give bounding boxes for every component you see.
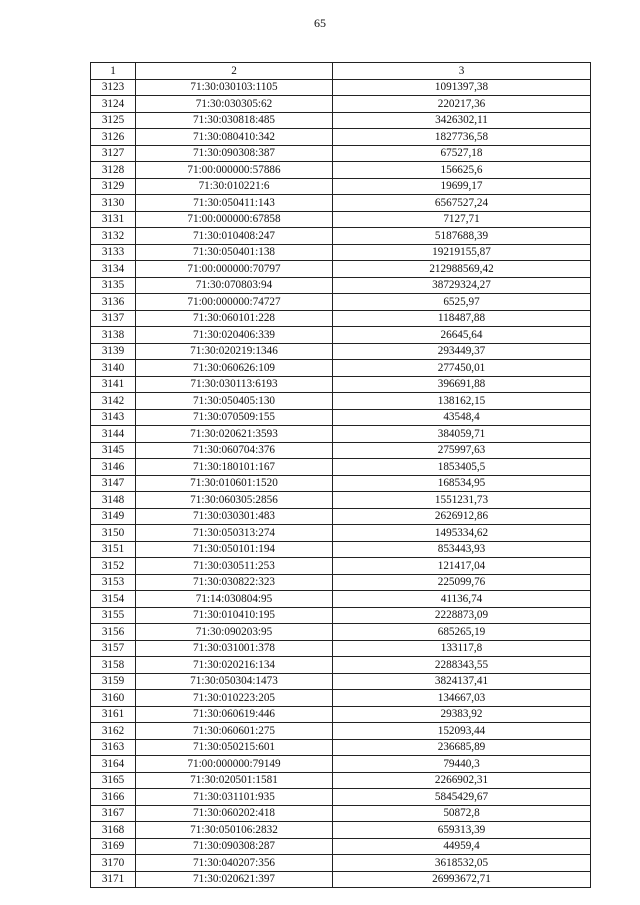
cadastral-number-cell: 71:30:030511:253 (136, 558, 333, 575)
cadastral-value-cell: 1853405,5 (333, 459, 591, 476)
column-header-value: 3 (333, 63, 591, 80)
cadastral-number-cell: 71:00:000000:67858 (136, 211, 333, 228)
cadastral-number-cell: 71:30:020406:339 (136, 327, 333, 344)
cadastral-number-cell: 71:00:000000:79149 (136, 756, 333, 773)
cadastral-value-cell: 41136,74 (333, 591, 591, 608)
table-row (91, 657, 591, 674)
cadastral-value-cell: 133117,8 (333, 640, 591, 657)
cadastral-number-cell: 71:30:010601:1520 (136, 475, 333, 492)
cadastral-number-cell: 71:30:050106:2832 (136, 822, 333, 839)
row-number-cell: 3134 (91, 261, 136, 278)
cadastral-value-cell: 275997,63 (333, 442, 591, 459)
cadastral-value-cell: 277450,01 (333, 360, 591, 377)
cadastral-value-cell: 38729324,27 (333, 277, 591, 294)
cadastral-number-cell: 71:30:030822:323 (136, 574, 333, 591)
cadastral-value-cell: 225099,76 (333, 574, 591, 591)
cadastral-number-cell: 71:30:020621:397 (136, 871, 333, 888)
column-header-number: 1 (91, 63, 136, 80)
row-number-cell: 3164 (91, 756, 136, 773)
cadastral-number-cell: 71:30:070803:94 (136, 277, 333, 294)
cadastral-number-cell: 71:30:010408:247 (136, 228, 333, 245)
row-number-cell: 3125 (91, 112, 136, 129)
row-number-cell: 3140 (91, 360, 136, 377)
cadastral-number-cell: 71:30:090203:95 (136, 624, 333, 641)
table-row (91, 805, 591, 822)
cadastral-value-table (90, 62, 591, 888)
cadastral-number-cell: 71:30:020216:134 (136, 657, 333, 674)
cadastral-number-cell: 71:30:010223:205 (136, 690, 333, 707)
table-row (91, 459, 591, 476)
cadastral-value-cell: 121417,04 (333, 558, 591, 575)
cadastral-number-cell: 71:30:050215:601 (136, 739, 333, 756)
cadastral-number-cell: 71:30:050101:194 (136, 541, 333, 558)
cadastral-number-cell: 71:30:020219:1346 (136, 343, 333, 360)
table-row (91, 838, 591, 855)
table-row (91, 789, 591, 806)
row-number-cell: 3133 (91, 244, 136, 261)
row-number-cell: 3155 (91, 607, 136, 624)
row-number-cell: 3165 (91, 772, 136, 789)
row-number-cell: 3161 (91, 706, 136, 723)
row-number-cell: 3148 (91, 492, 136, 509)
cadastral-value-cell: 384059,71 (333, 426, 591, 443)
cadastral-number-cell: 71:30:030301:483 (136, 508, 333, 525)
cadastral-number-cell: 71:30:070509:155 (136, 409, 333, 426)
table-row (91, 360, 591, 377)
row-number-cell: 3136 (91, 294, 136, 311)
table-row (91, 96, 591, 113)
row-number-cell: 3131 (91, 211, 136, 228)
cadastral-number-cell: 71:30:060202:418 (136, 805, 333, 822)
cadastral-number-cell: 71:30:030113:6193 (136, 376, 333, 393)
cadastral-number-cell: 71:30:050304:1473 (136, 673, 333, 690)
cadastral-value-cell: 220217,36 (333, 96, 591, 113)
row-number-cell: 3160 (91, 690, 136, 707)
cadastral-value-cell: 19699,17 (333, 178, 591, 195)
cadastral-value-cell: 6525,97 (333, 294, 591, 311)
cadastral-number-cell: 71:14:030804:95 (136, 591, 333, 608)
row-number-cell: 3130 (91, 195, 136, 212)
table-row (91, 756, 591, 773)
cadastral-number-cell: 71:30:060601:275 (136, 723, 333, 740)
cadastral-number-cell: 71:30:050401:138 (136, 244, 333, 261)
table-row (91, 591, 591, 608)
table-row (91, 723, 591, 740)
row-number-cell: 3123 (91, 79, 136, 96)
row-number-cell: 3146 (91, 459, 136, 476)
row-number-cell: 3157 (91, 640, 136, 657)
cadastral-value-cell: 5845429,67 (333, 789, 591, 806)
table-row (91, 640, 591, 657)
cadastral-value-cell: 1551231,73 (333, 492, 591, 509)
row-number-cell: 3137 (91, 310, 136, 327)
cadastral-value-cell: 659313,39 (333, 822, 591, 839)
row-number-cell: 3167 (91, 805, 136, 822)
cadastral-value-cell: 6567527,24 (333, 195, 591, 212)
row-number-cell: 3128 (91, 162, 136, 179)
cadastral-number-cell: 71:00:000000:70797 (136, 261, 333, 278)
cadastral-number-cell: 71:30:020501:1581 (136, 772, 333, 789)
cadastral-number-cell: 71:30:060305:2856 (136, 492, 333, 509)
cadastral-value-cell: 168534,95 (333, 475, 591, 492)
row-number-cell: 3142 (91, 393, 136, 410)
cadastral-value-cell: 50872,8 (333, 805, 591, 822)
cadastral-number-cell: 71:30:180101:167 (136, 459, 333, 476)
row-number-cell: 3156 (91, 624, 136, 641)
cadastral-value-cell: 3824137,41 (333, 673, 591, 690)
table-row (91, 690, 591, 707)
table-row (91, 624, 591, 641)
cadastral-value-cell: 293449,37 (333, 343, 591, 360)
table-header-row (91, 63, 591, 80)
row-number-cell: 3171 (91, 871, 136, 888)
row-number-cell: 3159 (91, 673, 136, 690)
table-body (91, 79, 591, 888)
cadastral-number-cell: 71:30:060626:109 (136, 360, 333, 377)
table-row (91, 508, 591, 525)
cadastral-number-cell: 71:30:030103:1105 (136, 79, 333, 96)
cadastral-value-cell: 2228873,09 (333, 607, 591, 624)
cadastral-number-cell: 71:30:031101:935 (136, 789, 333, 806)
cadastral-value-cell: 152093,44 (333, 723, 591, 740)
table-row (91, 855, 591, 872)
cadastral-number-cell: 71:30:030818:485 (136, 112, 333, 129)
cadastral-number-cell: 71:30:080410:342 (136, 129, 333, 146)
cadastral-value-cell: 1827736,58 (333, 129, 591, 146)
table-row (91, 277, 591, 294)
cadastral-value-cell: 19219155,87 (333, 244, 591, 261)
table-row (91, 409, 591, 426)
row-number-cell: 3150 (91, 525, 136, 542)
cadastral-number-cell: 71:30:010410:195 (136, 607, 333, 624)
table-row (91, 541, 591, 558)
row-number-cell: 3135 (91, 277, 136, 294)
page-number: 65 (314, 16, 326, 30)
table-row (91, 772, 591, 789)
table-row (91, 178, 591, 195)
cadastral-number-cell: 71:30:050411:143 (136, 195, 333, 212)
table-row (91, 310, 591, 327)
cadastral-value-cell: 396691,88 (333, 376, 591, 393)
cadastral-value-cell: 1091397,38 (333, 79, 591, 96)
cadastral-value-cell: 67527,18 (333, 145, 591, 162)
cadastral-value-cell: 3618532,05 (333, 855, 591, 872)
row-number-cell: 3145 (91, 442, 136, 459)
table-row (91, 162, 591, 179)
row-number-cell: 3132 (91, 228, 136, 245)
cadastral-number-cell: 71:30:060619:446 (136, 706, 333, 723)
table-row (91, 228, 591, 245)
table-row (91, 244, 591, 261)
row-number-cell: 3152 (91, 558, 136, 575)
cadastral-number-cell: 71:30:060704:376 (136, 442, 333, 459)
cadastral-number-cell: 71:30:090308:287 (136, 838, 333, 855)
cadastral-value-cell: 43548,4 (333, 409, 591, 426)
cadastral-value-cell: 26993672,71 (333, 871, 591, 888)
cadastral-value-cell: 2266902,31 (333, 772, 591, 789)
cadastral-value-cell: 685265,19 (333, 624, 591, 641)
row-number-cell: 3166 (91, 789, 136, 806)
cadastral-value-cell: 26645,64 (333, 327, 591, 344)
table-row (91, 442, 591, 459)
cadastral-number-cell: 71:00:000000:57886 (136, 162, 333, 179)
row-number-cell: 3169 (91, 838, 136, 855)
table-row (91, 475, 591, 492)
cadastral-number-cell: 71:30:060101:228 (136, 310, 333, 327)
cadastral-number-cell: 71:30:040207:356 (136, 855, 333, 872)
row-number-cell: 3158 (91, 657, 136, 674)
cadastral-number-cell: 71:00:000000:74727 (136, 294, 333, 311)
table-row (91, 673, 591, 690)
cadastral-value-cell: 79440,3 (333, 756, 591, 773)
cadastral-number-cell: 71:30:031001:378 (136, 640, 333, 657)
cadastral-value-cell: 7127,71 (333, 211, 591, 228)
row-number-cell: 3149 (91, 508, 136, 525)
table-row (91, 574, 591, 591)
row-number-cell: 3124 (91, 96, 136, 113)
row-number-cell: 3138 (91, 327, 136, 344)
row-number-cell: 3147 (91, 475, 136, 492)
table-row (91, 79, 591, 96)
table-row (91, 871, 591, 888)
row-number-cell: 3153 (91, 574, 136, 591)
cadastral-value-cell: 853443,93 (333, 541, 591, 558)
cadastral-value-cell: 134667,03 (333, 690, 591, 707)
cadastral-value-cell: 44959,4 (333, 838, 591, 855)
cadastral-number-cell: 71:30:020621:3593 (136, 426, 333, 443)
cadastral-value-cell: 236685,89 (333, 739, 591, 756)
table-row (91, 393, 591, 410)
table-row (91, 607, 591, 624)
table-row (91, 558, 591, 575)
column-header-cadastral-number: 2 (136, 63, 333, 80)
table-row (91, 426, 591, 443)
row-number-cell: 3143 (91, 409, 136, 426)
table-row (91, 492, 591, 509)
table-row (91, 327, 591, 344)
table-row (91, 343, 591, 360)
cadastral-number-cell: 71:30:050405:130 (136, 393, 333, 410)
table-row (91, 525, 591, 542)
table-row (91, 195, 591, 212)
row-number-cell: 3129 (91, 178, 136, 195)
cadastral-value-cell: 212988569,42 (333, 261, 591, 278)
row-number-cell: 3151 (91, 541, 136, 558)
table-row (91, 376, 591, 393)
table-row (91, 294, 591, 311)
cadastral-value-cell: 1495334,62 (333, 525, 591, 542)
cadastral-value-cell: 3426302,11 (333, 112, 591, 129)
cadastral-number-cell: 71:30:010221:6 (136, 178, 333, 195)
table-row (91, 211, 591, 228)
cadastral-number-cell: 71:30:090308:387 (136, 145, 333, 162)
cadastral-value-cell: 2626912,86 (333, 508, 591, 525)
row-number-cell: 3126 (91, 129, 136, 146)
cadastral-value-cell: 138162,15 (333, 393, 591, 410)
row-number-cell: 3170 (91, 855, 136, 872)
table-row (91, 739, 591, 756)
cadastral-number-cell: 71:30:030305:62 (136, 96, 333, 113)
cadastral-value-cell: 5187688,39 (333, 228, 591, 245)
table-row (91, 129, 591, 146)
row-number-cell: 3162 (91, 723, 136, 740)
row-number-cell: 3139 (91, 343, 136, 360)
cadastral-value-cell: 118487,88 (333, 310, 591, 327)
row-number-cell: 3163 (91, 739, 136, 756)
cadastral-number-cell: 71:30:050313:274 (136, 525, 333, 542)
row-number-cell: 3154 (91, 591, 136, 608)
row-number-cell: 3141 (91, 376, 136, 393)
table-row (91, 112, 591, 129)
cadastral-value-cell: 2288343,55 (333, 657, 591, 674)
table-row (91, 261, 591, 278)
table-row (91, 822, 591, 839)
table-row (91, 706, 591, 723)
row-number-cell: 3144 (91, 426, 136, 443)
cadastral-value-cell: 156625,6 (333, 162, 591, 179)
row-number-cell: 3127 (91, 145, 136, 162)
row-number-cell: 3168 (91, 822, 136, 839)
cadastral-value-cell: 29383,92 (333, 706, 591, 723)
table-row (91, 145, 591, 162)
